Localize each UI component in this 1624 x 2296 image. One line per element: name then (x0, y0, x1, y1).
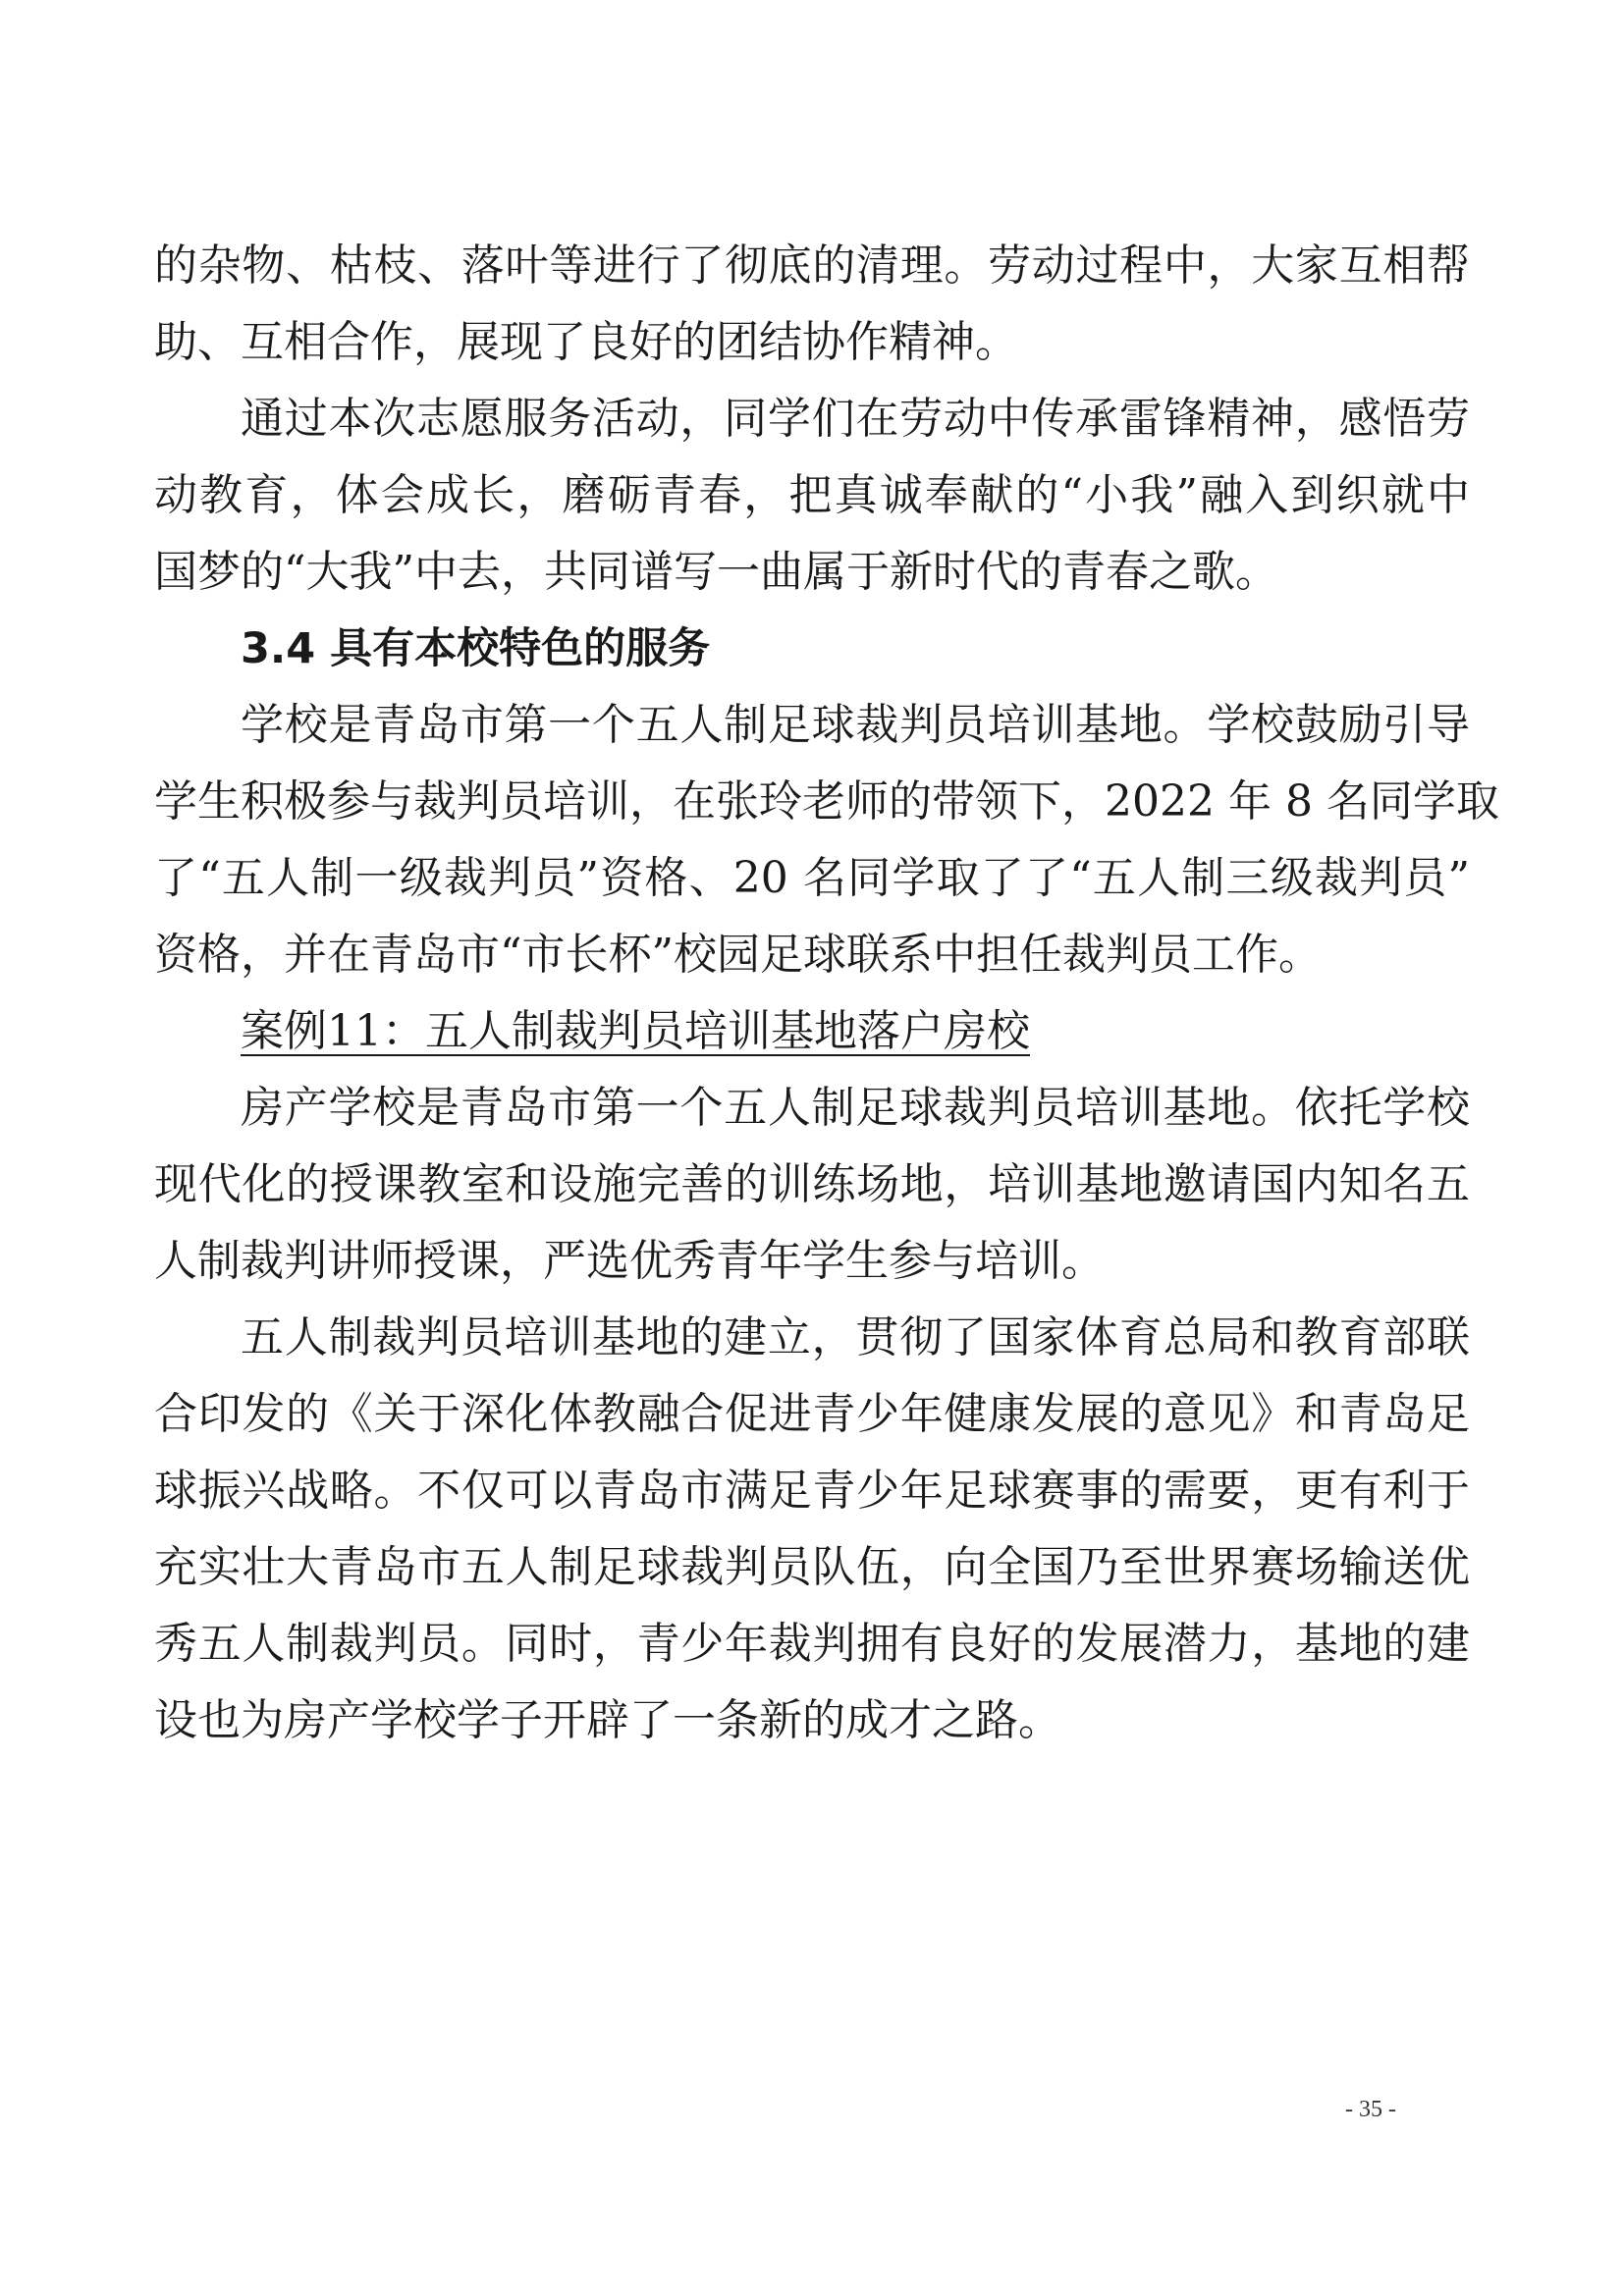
paragraph-1 (154, 228, 1470, 381)
case-title (154, 993, 1470, 1070)
paragraph-line: 资格，并在青岛市“市长杯”校园足球联系中担任裁判员工作。 (154, 930, 1322, 980)
paragraph-line: 通过本次志愿服务活动，同学们在劳动中传承雷锋精神，感悟劳 (241, 394, 1470, 444)
paragraph-line: 球振兴战略。不仅可以青岛市满足青少年足球赛事的需要，更有利于 (154, 1466, 1470, 1516)
paragraph-line: 五人制裁判员培训基地的建立，贯彻了国家体育总局和教育部联 (241, 1312, 1470, 1362)
paragraph-line: 秀五人制裁判员。同时，青少年裁判拥有良好的发展潜力，基地的建 (154, 1619, 1470, 1669)
paragraph-line: 学生积极参与裁判员培训，在张玲老师的带领下，2022 年 8 名同学取 (154, 776, 1499, 827)
paragraph-4 (154, 1070, 1470, 1300)
paragraph-line: 国梦的“大我”中去，共同谱写一曲属于新时代的青春之歌。 (154, 547, 1278, 597)
paragraph-line: 了“五人制一级裁判员”资格、20 名同学取了了“五人制三级裁判员” (154, 853, 1470, 903)
paragraph-line: 学校是青岛市第一个五人制足球裁判员培训基地。学校鼓励引导 (241, 700, 1470, 750)
paragraph-2 (154, 381, 1470, 611)
paragraph-line: 合印发的《关于深化体教融合促进青少年健康发展的意见》和青岛足 (154, 1389, 1470, 1439)
section-heading: 3.4 具有本校特色的服务 (241, 624, 711, 673)
document-page (154, 228, 1499, 1759)
paragraph-5 (154, 1300, 1470, 1759)
paragraph-line: 充实壮大青岛市五人制足球裁判员队伍，向全国乃至世界赛场输送优 (154, 1542, 1470, 1592)
paragraph-line: 房产学校是青岛市第一个五人制足球裁判员培训基地。依托学校 (241, 1083, 1470, 1133)
paragraph-line: 人制裁判讲师授课，严选优秀青年学生参与培训。 (154, 1236, 1105, 1286)
case-title-text: 案例11：五人制裁判员培训基地落户房校 (241, 1006, 1030, 1056)
paragraph-line: 的杂物、枯枝、落叶等进行了彻底的清理。劳动过程中，大家互相帮 (154, 240, 1470, 291)
paragraph-line: 动教育，体会成长，磨砺青春，把真诚奉献的“小我”融入到织就中 (154, 470, 1470, 520)
paragraph-line: 设也为房产学校学子开辟了一条新的成才之路。 (154, 1695, 1061, 1745)
paragraph-line: 助、互相合作，展现了良好的团结协作精神。 (154, 317, 1018, 367)
page-number: - 35 - (1345, 2097, 1396, 2122)
paragraph-3 (154, 687, 1499, 993)
paragraph-line: 现代化的授课教室和设施完善的训练场地，培训基地邀请国内知名五 (154, 1159, 1470, 1209)
